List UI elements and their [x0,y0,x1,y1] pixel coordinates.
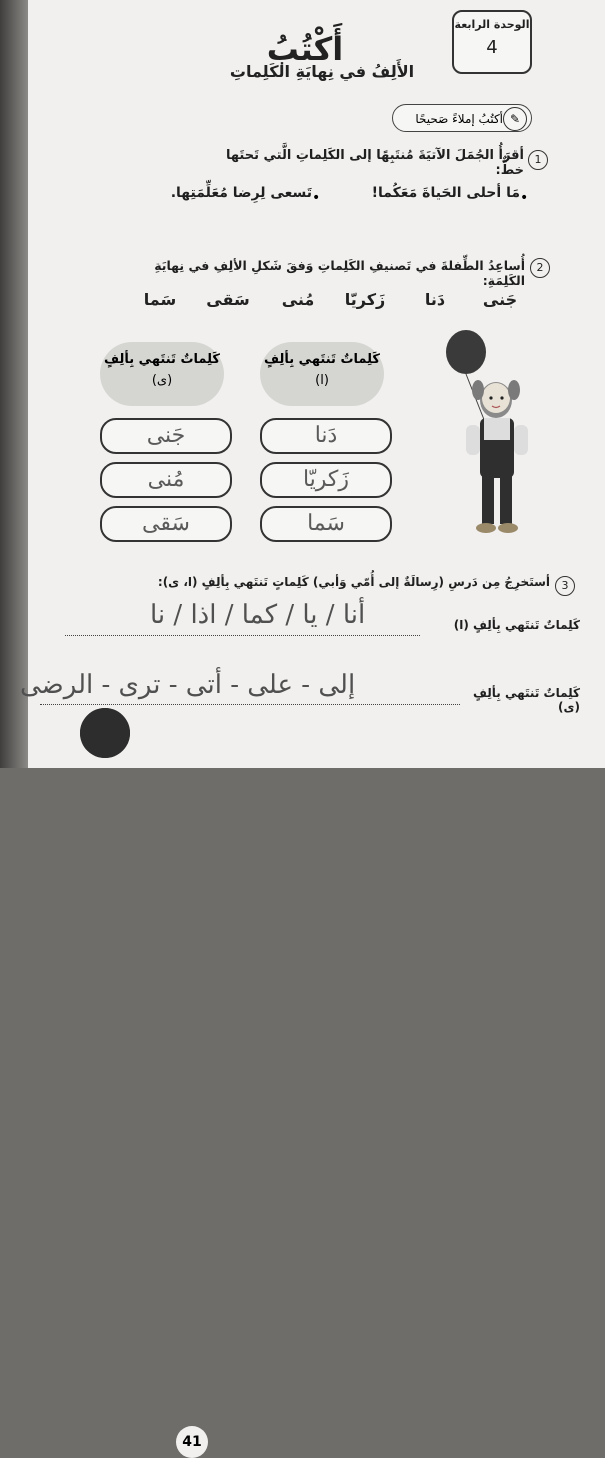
answer-cell-alif-maqsura[interactable]: سَقى [100,506,232,542]
handwritten-answer-1: أنا / يا / كما / اذا / نا [150,600,366,630]
question-1-number: 1 [528,150,548,170]
question-2-instruction: أُساعِدُ الطِّفلةَ في تَصنيفِ الكَلِماتِ وَفقَ شَكلِ الألِفِ في نِهايَةِ الكَلِمَةِ: [154,258,525,288]
word-chip: سَما [143,290,177,309]
answer-cell-alif[interactable]: دَنا [260,418,392,454]
bullet-icon: • [520,190,529,206]
bullet-icon: • [312,190,321,206]
pencil-icon: ✎ [503,107,527,131]
word-chip: جَنى [482,290,518,309]
handwritten-answer-2: إلى - على - أتى - ترى - الرضى [20,670,356,700]
question-2-number: 2 [530,258,550,278]
answer-cell-alif-maqsura[interactable]: مُنى [100,462,232,498]
column-header-alif-title: كَلِماتٌ تَنتَهي بِألِفٍ [264,352,380,367]
word-chip: سَقى [206,290,250,309]
section-pill [392,104,532,132]
column-header-alif-label: (ا) [315,373,329,388]
unit-label: الوحدة الرابعة [454,18,530,31]
answer-cell-alif-maqsura[interactable]: جَنى [100,418,232,454]
word-chip: مُنى [281,290,315,309]
unit-number: 4 [486,37,498,58]
lesson-title: أَكْتُبُ [266,30,344,68]
girl-with-balloon-illustration [436,330,546,545]
column-header-alif-maqsura-title: كَلِماتٌ تَنتَهي بِألِفٍ [104,352,220,367]
q1-sentence-left: تَسعى لِرِضا مُعَلِّمَتِها. [170,185,312,201]
question-1-instruction: أقرَأُ الجُمَلَ الآتيَةَ مُنتَبِهًا إلى الكَلِماتِ الَّتي تَحتَها خطٌّ: [225,148,524,178]
q3-line2-label: كَلِماتٌ تَنتَهي بِألِفٍ (ى) [472,686,580,714]
word-chip: دَنا [424,290,446,309]
page-number: 41 [176,1426,208,1458]
answer-line-2[interactable] [40,704,460,705]
question-3-instruction: أستَخرِجُ مِن دَرسِ (رِسالَةٌ إلى أُمّي وَأبي) كَلِماتٍ تَنتَهي بِألِفٍ (ا، ى): [157,575,550,589]
book-spine-shadow [0,0,28,768]
answer-cell-alif[interactable]: سَما [260,506,392,542]
q1-sentence-right: مَا أحلى الحَياةَ مَعَكُما! [371,185,520,201]
q3-line1-label: كَلِماتٌ تَنتَهي بِألِفٍ (ا) [453,618,580,632]
question-3-number: 3 [555,576,575,596]
column-header-alif-maqsura [100,342,224,406]
word-chip: زَكريّا [344,290,386,309]
lesson-subtitle: الأَلِفُ في نِهايَةِ الكَلِماتِ [229,62,415,81]
section-pill-label: أكتُبُ إملاءً صَحيحًا [415,112,503,126]
unit-badge [452,10,532,74]
answer-line-1[interactable] [65,635,420,636]
answer-cell-alif[interactable]: زَكريّا [260,462,392,498]
column-header-alif [260,342,384,406]
column-header-alif-maqsura-label: (ى) [151,373,173,388]
